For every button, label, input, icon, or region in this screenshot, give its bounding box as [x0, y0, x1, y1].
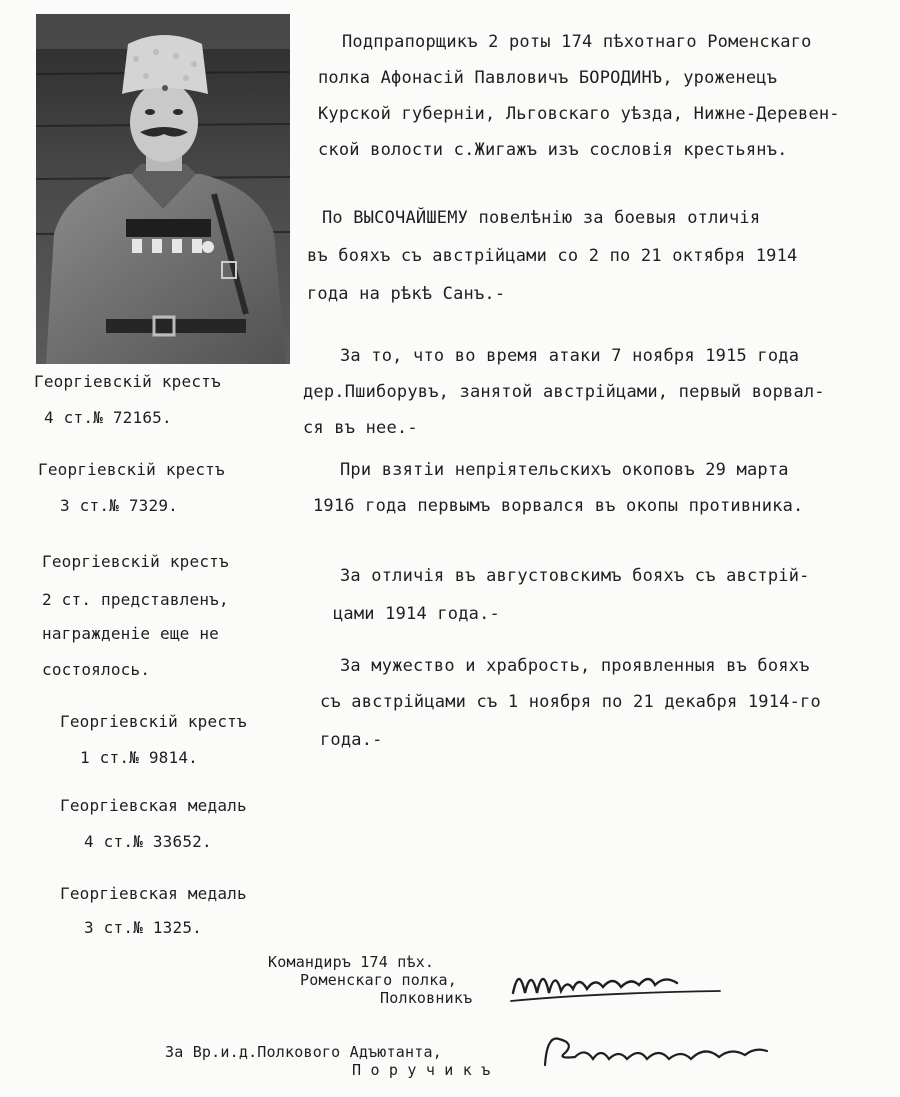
award-detail: 3 ст.№ 1325.: [84, 918, 202, 937]
portrait-image: [36, 14, 290, 364]
citation-line: За мужество и храбрость, проявленныя въ бояхъ: [340, 656, 810, 676]
citation-line: въ бояхъ съ австрійцами со 2 по 21 октября 1914: [307, 246, 798, 266]
citation-line: цами 1914 года.-: [333, 604, 500, 624]
commander-line: Командиръ 174 пѣх.: [268, 953, 435, 971]
adjutant-line: П о р у ч и к ъ: [352, 1061, 491, 1079]
award-title: Георгіевская медаль: [60, 884, 247, 903]
intro-line: ской волости с.Жигажъ изъ сословія крестьянъ.: [318, 140, 788, 160]
citation-line: года.-: [320, 730, 383, 750]
citation-line: ся въ нее.-: [303, 418, 418, 438]
citation-line: дер.Пшиборувъ, занятой австрійцами, первый ворвал-: [303, 382, 825, 402]
award-title: Георгіевскій крестъ: [38, 460, 225, 479]
adjutant-handwritten-signature: [535, 1025, 785, 1080]
citation-line: При взятіи непріятельскихъ окоповъ 29 марта: [340, 460, 789, 480]
award-detail: состоялось.: [42, 660, 151, 679]
adjutant-line: За Вр.и.д.Полкового Адъютанта,: [165, 1043, 442, 1061]
citation-line: За отличія въ августовскимъ бояхъ съ австрій-: [340, 566, 810, 586]
award-detail: 1 ст.№ 9814.: [80, 748, 198, 767]
award-detail: 3 ст.№ 7329.: [60, 496, 178, 515]
award-detail: награжденіе еще не: [42, 624, 219, 643]
award-detail: 2 ст. представленъ,: [42, 590, 229, 609]
commander-line: Полковникъ: [380, 989, 473, 1007]
soldier-portrait-photo: [36, 14, 290, 364]
intro-line: Подпрапорщикъ 2 роты 174 пѣхотнаго Роменскаго: [342, 32, 812, 52]
award-title: Георгіевскій крестъ: [42, 552, 229, 571]
award-title: Георгіевская медаль: [60, 796, 247, 815]
citation-line: За то, что во время атаки 7 ноября 1915 года: [340, 346, 800, 366]
award-detail: 4 ст.№ 72165.: [44, 408, 172, 427]
commander-line: Роменскаго полка,: [300, 971, 457, 989]
commander-handwritten-signature: [505, 955, 735, 1010]
intro-line: полка Афонасій Павловичъ БОРОДИНЪ, уроженецъ: [318, 68, 778, 88]
citation-line: 1916 года первымъ ворвался въ окопы противника.: [313, 496, 804, 516]
award-title: Георгіевскій крестъ: [34, 372, 221, 391]
award-title: Георгіевскій крестъ: [60, 712, 247, 731]
intro-line: Курской губерніи, Льговскаго уѣзда, Нижне-Деревен-: [318, 104, 840, 124]
citation-line: года на рѣкѣ Санъ.-: [307, 284, 506, 304]
citation-line: съ австрійцами съ 1 ноября по 21 декабря 1914-го: [320, 692, 821, 712]
citation-line: По ВЫСОЧАЙШЕМУ повелѣнію за боевыя отличія: [322, 208, 761, 228]
award-detail: 4 ст.№ 33652.: [84, 832, 212, 851]
